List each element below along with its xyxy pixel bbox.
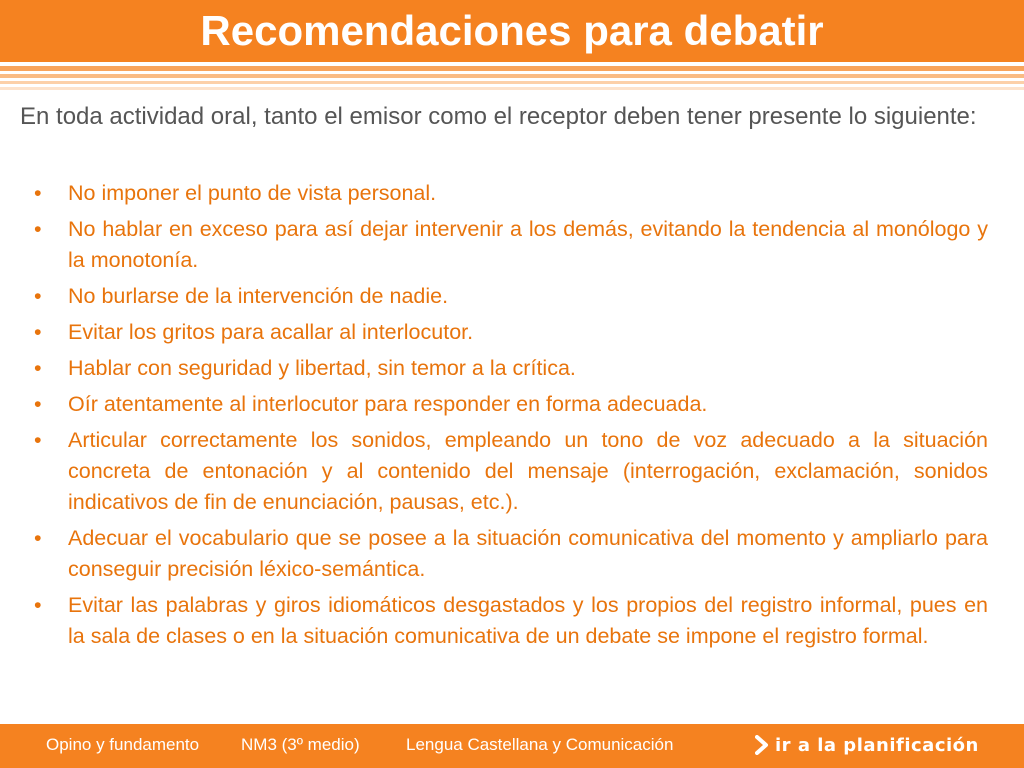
bullet-icon: • bbox=[34, 217, 42, 241]
bullet-icon: • bbox=[34, 356, 42, 380]
list-item bbox=[30, 590, 988, 652]
planificacion-link[interactable] bbox=[755, 730, 979, 760]
header-stripes bbox=[0, 62, 1024, 90]
bullet-icon: • bbox=[34, 320, 42, 344]
list-item bbox=[30, 178, 988, 209]
list-item-text: Hablar con seguridad y libertad, sin temor a la crítica. bbox=[68, 356, 576, 380]
bullet-icon: • bbox=[34, 181, 42, 205]
bullet-icon: • bbox=[34, 593, 42, 617]
list-item bbox=[30, 317, 988, 348]
footer-unit: Opino y fundamento bbox=[46, 735, 200, 754]
planificacion-link-label: ir a la planificación bbox=[775, 734, 979, 756]
list-item-text: Articular correctamente los sonidos, empleando un tono de voz adecuado a la situación concreta de entonación y al contenido del mensaje (interrogación, exclamación, sonidos indicativos de fin de enunciación, pausas, etc.). bbox=[68, 428, 988, 514]
list-item bbox=[30, 523, 988, 585]
intro-paragraph: En toda actividad oral, tanto el emisor como el receptor deben tener presente lo siguiente: bbox=[20, 103, 977, 130]
bullet-icon: • bbox=[34, 284, 42, 308]
bullet-icon: • bbox=[34, 392, 42, 416]
list-item-text: No burlarse de la intervención de nadie. bbox=[68, 284, 449, 308]
recommendations-list bbox=[30, 178, 988, 657]
list-item-text: No imponer el punto de vista personal. bbox=[68, 181, 437, 205]
list-item bbox=[30, 425, 988, 518]
list-item-text: No hablar en exceso para así dejar intervenir a los demás, evitando la tendencia al monólogo y la monotonía. bbox=[68, 217, 988, 272]
bullet-icon: • bbox=[34, 526, 42, 550]
list-item-text: Oír atentamente al interlocutor para responder en forma adecuada. bbox=[68, 392, 708, 416]
chevron-right-icon bbox=[755, 735, 769, 755]
footer-subject: Lengua Castellana y Comunicación bbox=[406, 735, 674, 754]
list-item bbox=[30, 353, 988, 384]
bullet-icon: • bbox=[34, 428, 42, 452]
list-item-text: Evitar las palabras y giros idiomáticos desgastados y los propios del registro informal, pues en la sala de clases o en la situación comunicativa de un debate se impone el registro formal. bbox=[68, 593, 988, 648]
list-item-text: Evitar los gritos para acallar al interlocutor. bbox=[68, 320, 474, 344]
list-item bbox=[30, 281, 988, 312]
slide-title: Recomendaciones para debatir bbox=[200, 7, 824, 54]
list-item-text: Adecuar el vocabulario que se posee a la situación comunicativa del momento y ampliarlo para conseguir precisión léxico-semántica. bbox=[68, 526, 988, 581]
footer-level: NM3 (3º medio) bbox=[241, 735, 360, 754]
list-item bbox=[30, 389, 988, 420]
list-item bbox=[30, 214, 988, 276]
